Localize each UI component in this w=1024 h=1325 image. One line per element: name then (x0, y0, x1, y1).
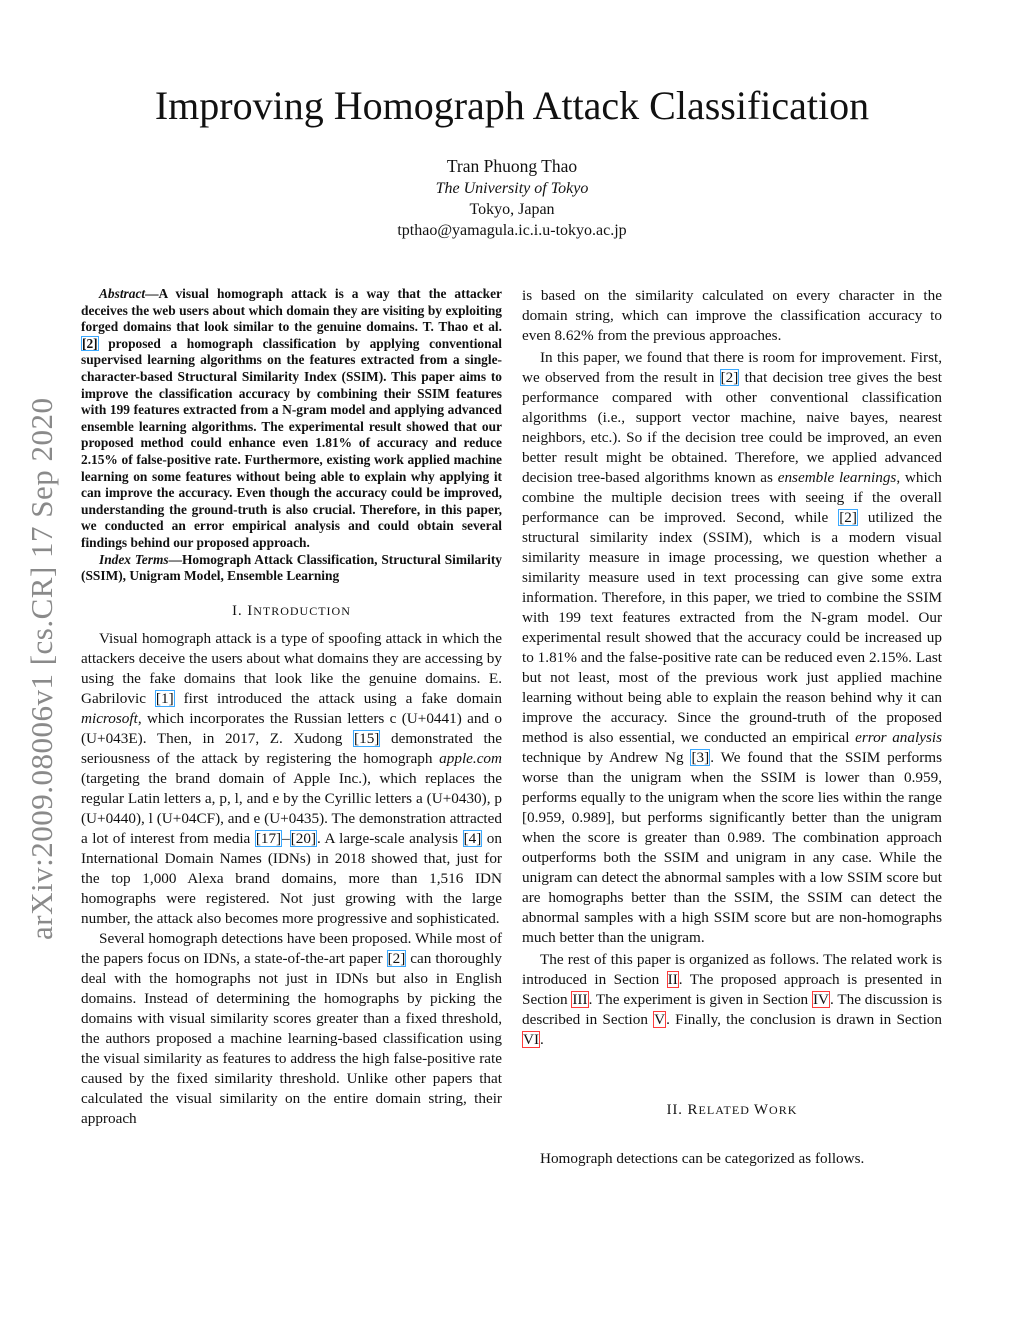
arxiv-identifier-stamp: arXiv:2009.08006v1 [cs.CR] 17 Sep 2020 (24, 397, 59, 940)
section-link[interactable]: II (667, 971, 678, 988)
citation-link[interactable]: [2] (720, 369, 739, 386)
citation-link[interactable]: [1] (155, 689, 174, 707)
intro-paragraph-2: Several homograph detections have been proposed. While most of the papers focus on IDNs, a state-of-the-art paper [2] can thoroughly deal with the homographs not just in IDNs but also in English domains. Instead of determining the homographs by picking the domains with visual similarity scores greater than a fixed threshold, the authors proposed a machine learning-based classification using the visual similarity as features to address the high false-positive rate caused by the fixed similarity threshold. Unlike other papers that calculated the visual similarity on the entire domain string, their approach (81, 929, 503, 1127)
abstract: Abstract—A visual homograph attack is a way that the attacker deceives the web users about which domain they are visiting by exploiting forged domains that look similar to the genuine domains. T. Thao et al. [2] proposed a homograph classification by applying conventional supervised learning algorithms on the features extracted from a single-character-based Structural Similarity Index (SSIM). This paper aims to improve the classification accuracy by combining their SSIM features with 199 features extracted from a N-gram model and applying advanced ensemble learning algorithms. The experimental result showed that our proposed method could enhance even 1.81% of accuracy and reduce 2.15% of false-positive rate. Furthermore, existing work applied machine learning on some features without being able to explain why applying it can improve the accuracy. Even though the accuracy could be improved, understanding the ground-truth is also crucial. Therefore, in this paper, we conducted an error empirical analysis and could obtain several findings behind our proposed approach. (81, 286, 502, 550)
citation-link[interactable]: [4] (463, 829, 482, 847)
section-link[interactable]: IV (812, 991, 829, 1008)
intro-paragraph-1: Visual homograph attack is a type of spoofing attack in which the attackers deceive the users about what domains they are accessing by using the fake domains that look like the genuine domains. E. Gabrilovic [1] first introduced the attack using a fake domain microsoft, which incorporates the Russian letters c (U+0441) and o (U+043E). Then, in 2017, Z. Xudong [15] demonstrated the seriousness of the attack by registering the homograph apple.com (targeting the brand domain of Apple Inc.), which replaces the regular Latin letters a, p, l, and e by the Cyrillic letters a (U+0430), p (U+0440), l (U+04CF), and e (U+0435). The demonstration attracted a lot of interest from media [17]–[20]. A large-scale analysis [4] on International Domain Names (IDNs) in 2018 showed that, just for the top 1,000 Alexa brand domains, more than 1,516 IDN homographs were registered. Not just growing with the large number, the attack also becomes more progressive and sophisticated. (81, 629, 503, 927)
right-column (522, 286, 942, 1169)
index-terms-lead: Index Terms (99, 551, 169, 567)
section-heading-related-work: II. RELATED WORK (666, 1102, 798, 1118)
author-name: Tran Phuong Thao (446, 156, 578, 176)
abstract-lead: Abstract (99, 286, 146, 301)
author-block (0, 154, 1024, 241)
citation-link[interactable]: [2] (839, 509, 857, 526)
section-heading-introduction: I. INTRODUCTION (232, 602, 351, 619)
author-location: Tokyo, Japan (469, 201, 555, 218)
citation-link[interactable]: [2] (387, 949, 406, 967)
index-terms: Index Terms—Homograph Attack Classification, Structural Similarity (SSIM), Unigram Model, Ensemble Learning (81, 551, 502, 584)
citation-link[interactable]: [2] (82, 335, 98, 351)
section-link[interactable]: III (572, 991, 588, 1008)
related-work-paragraph-1: Homograph detections can be categorized as follows. (540, 1150, 865, 1167)
citation-link[interactable]: [20] (290, 829, 317, 847)
section-link[interactable]: V (654, 1011, 666, 1028)
author-email: tpthao@yamagula.ic.i.u-tokyo.ac.jp (397, 222, 627, 239)
intro-paragraph-4: The rest of this paper is organized as follows. The related work is introduced in Section II. The proposed approach is presented in Section III. The experiment is given in Section IV. The discussion is described in Section V. Finally, the conclusion is drawn in Section VI. (522, 951, 942, 1048)
left-column (81, 286, 502, 1129)
citation-link[interactable]: [17] (255, 829, 282, 847)
citation-link[interactable]: [3] (691, 749, 710, 766)
paper-title: Improving Homograph Attack Classification (154, 83, 870, 128)
author-affiliation: The University of Tokyo (435, 180, 589, 197)
section-link[interactable]: VI (523, 1031, 540, 1048)
intro-paragraph-2-continued: is based on the similarity calculated on every character in the domain string, which can improve the classification accuracy to even 8.62% from the previous approaches. (522, 287, 942, 344)
intro-paragraph-3: In this paper, we found that there is room for improvement. First, we observed from the result in [2] that decision tree gives the best performance compared with other conventional classification algorithms (i.e., support vector machine, naive bayes, nearest neighbors, etc.). So if the decision tree could be improved, an even better result might be obtained. Therefore, we applied advanced decision tree-based algorithms known as ensemble learnings, which combine the multiple decision trees with seeing if the overall performance can be improved. Second, while [2] utilized the structural similarity index (SSIM), which is a modern visual similarity measure in image processing, we question whether a similarity measure used in text processing can give some extra information. Therefore, in this paper, we tried to combine the SSIM with 199 text features extracted from the N-gram model. Our experimental result showed that the accuracy could be increased up to 1.81% and the false-positive rate can be reduced even 2.15%. Last but not least, most of the previous work just applied machine learning without being able to explain the reason behind why it can improve the accuracy. Since the ground-truth of the proposed method is also essential, we conducted an empirical error analysis technique by Andrew Ng [3]. We found that the SSIM performs worse than the unigram when the SSIM is lower than 0.959, performs equally to the unigram when the score lies within the range [0.959, 0.989], but performs significantly better than the unigram when the score is greater than 0.989. The combination approach outperforms both the SSIM and unigram in any case. While the unigram can detect the abnormal samples with a low SSIM score but are homographs better than the SSIM, the SSIM can detect the abnormal samples with a high SSIM score but are non-homographs much better than the unigram. (522, 349, 943, 946)
citation-link[interactable]: [15] (354, 729, 380, 747)
